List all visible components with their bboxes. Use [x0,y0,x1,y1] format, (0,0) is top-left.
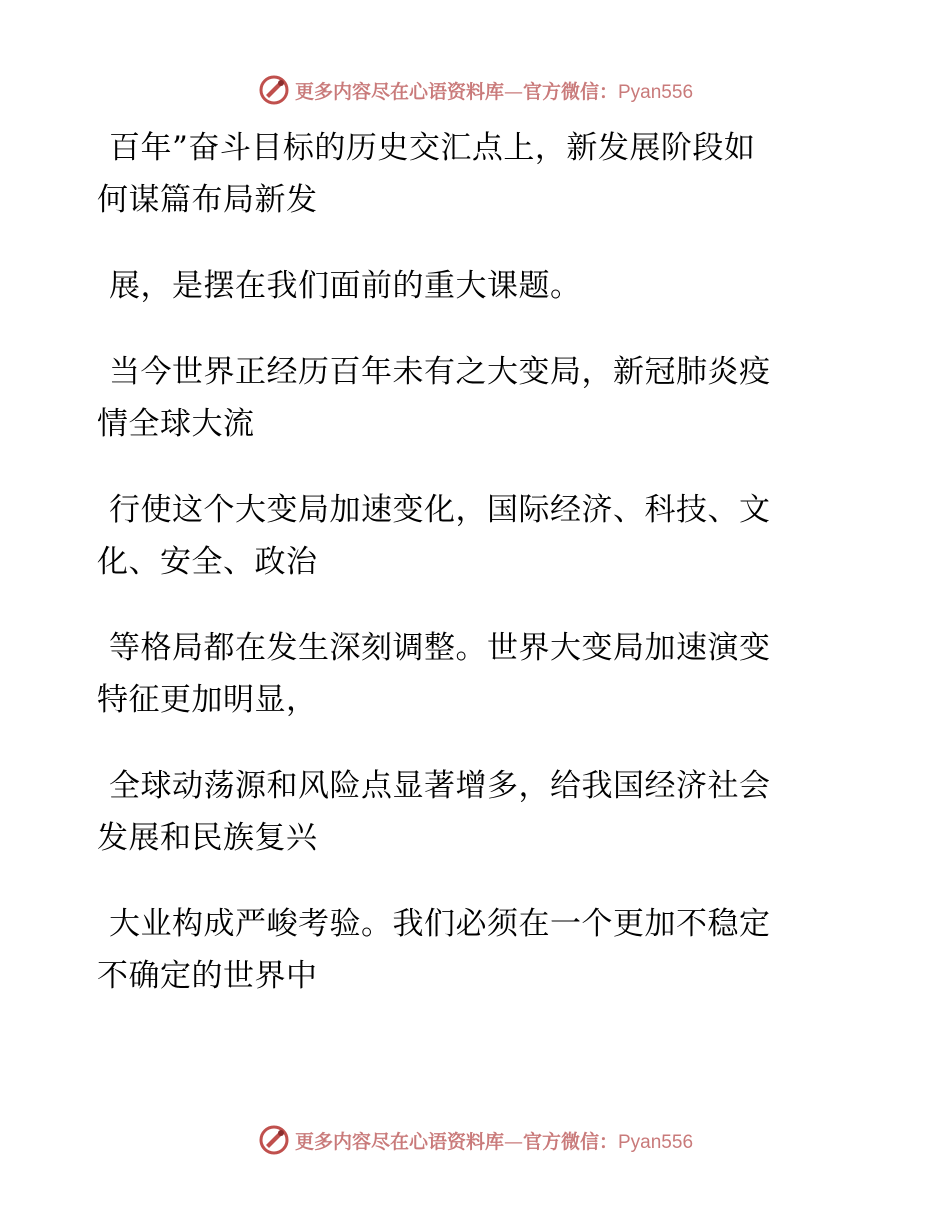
paragraph [97,898,837,1002]
logo-icon [257,1123,291,1157]
paragraph-line: 全球动荡源和风险点显著增多，给我国经济社会 [109,768,771,804]
paragraph-line: 大业构成严峻考验。我们必须在一个更加不稳定 [109,906,771,942]
banner-text [295,1127,693,1154]
document-body [97,122,837,1036]
footer-banner [0,1120,950,1160]
banner-text [295,77,693,104]
header-banner [0,70,950,110]
paragraph [97,484,837,588]
paragraph-line: 发展和民族复兴 [97,820,318,856]
paragraph-line: 何谋篇布局新发 [97,182,318,218]
paragraph-line: 等格局都在发生深刻调整。世界大变局加速演变 [109,630,771,666]
banner-dash: — [503,80,523,103]
paragraph [97,760,837,864]
banner-wechat-id: Pyan556 [618,1131,694,1153]
paragraph-line: 特征更加明显， [97,682,318,718]
banner-title: 更多内容尽在心语资料库 [294,1130,504,1153]
paragraph [97,622,837,726]
banner-dash: — [503,1130,523,1153]
banner-title: 更多内容尽在心语资料库 [294,80,504,103]
paragraph-line: 百年”奋斗目标的历史交汇点上，新发展阶段如 [109,130,756,166]
paragraph [97,346,837,450]
paragraph-line: 不确定的世界中 [97,958,318,994]
paragraph [97,260,837,312]
paragraph-line: 行使这个大变局加速变化，国际经济、科技、文 [109,492,771,528]
paragraph-line: 展，是摆在我们面前的重大课题。 [109,268,582,304]
logo-icon [257,73,291,107]
banner-wechat-label: 官方微信： [522,1130,618,1153]
paragraph-line: 化、安全、政治 [97,544,318,580]
paragraph-line: 情全球大流 [97,406,255,442]
paragraph [97,122,837,226]
banner-wechat-label: 官方微信： [522,80,618,103]
banner-wechat-id: Pyan556 [618,81,694,103]
paragraph-line: 当今世界正经历百年未有之大变局，新冠肺炎疫 [109,354,771,390]
